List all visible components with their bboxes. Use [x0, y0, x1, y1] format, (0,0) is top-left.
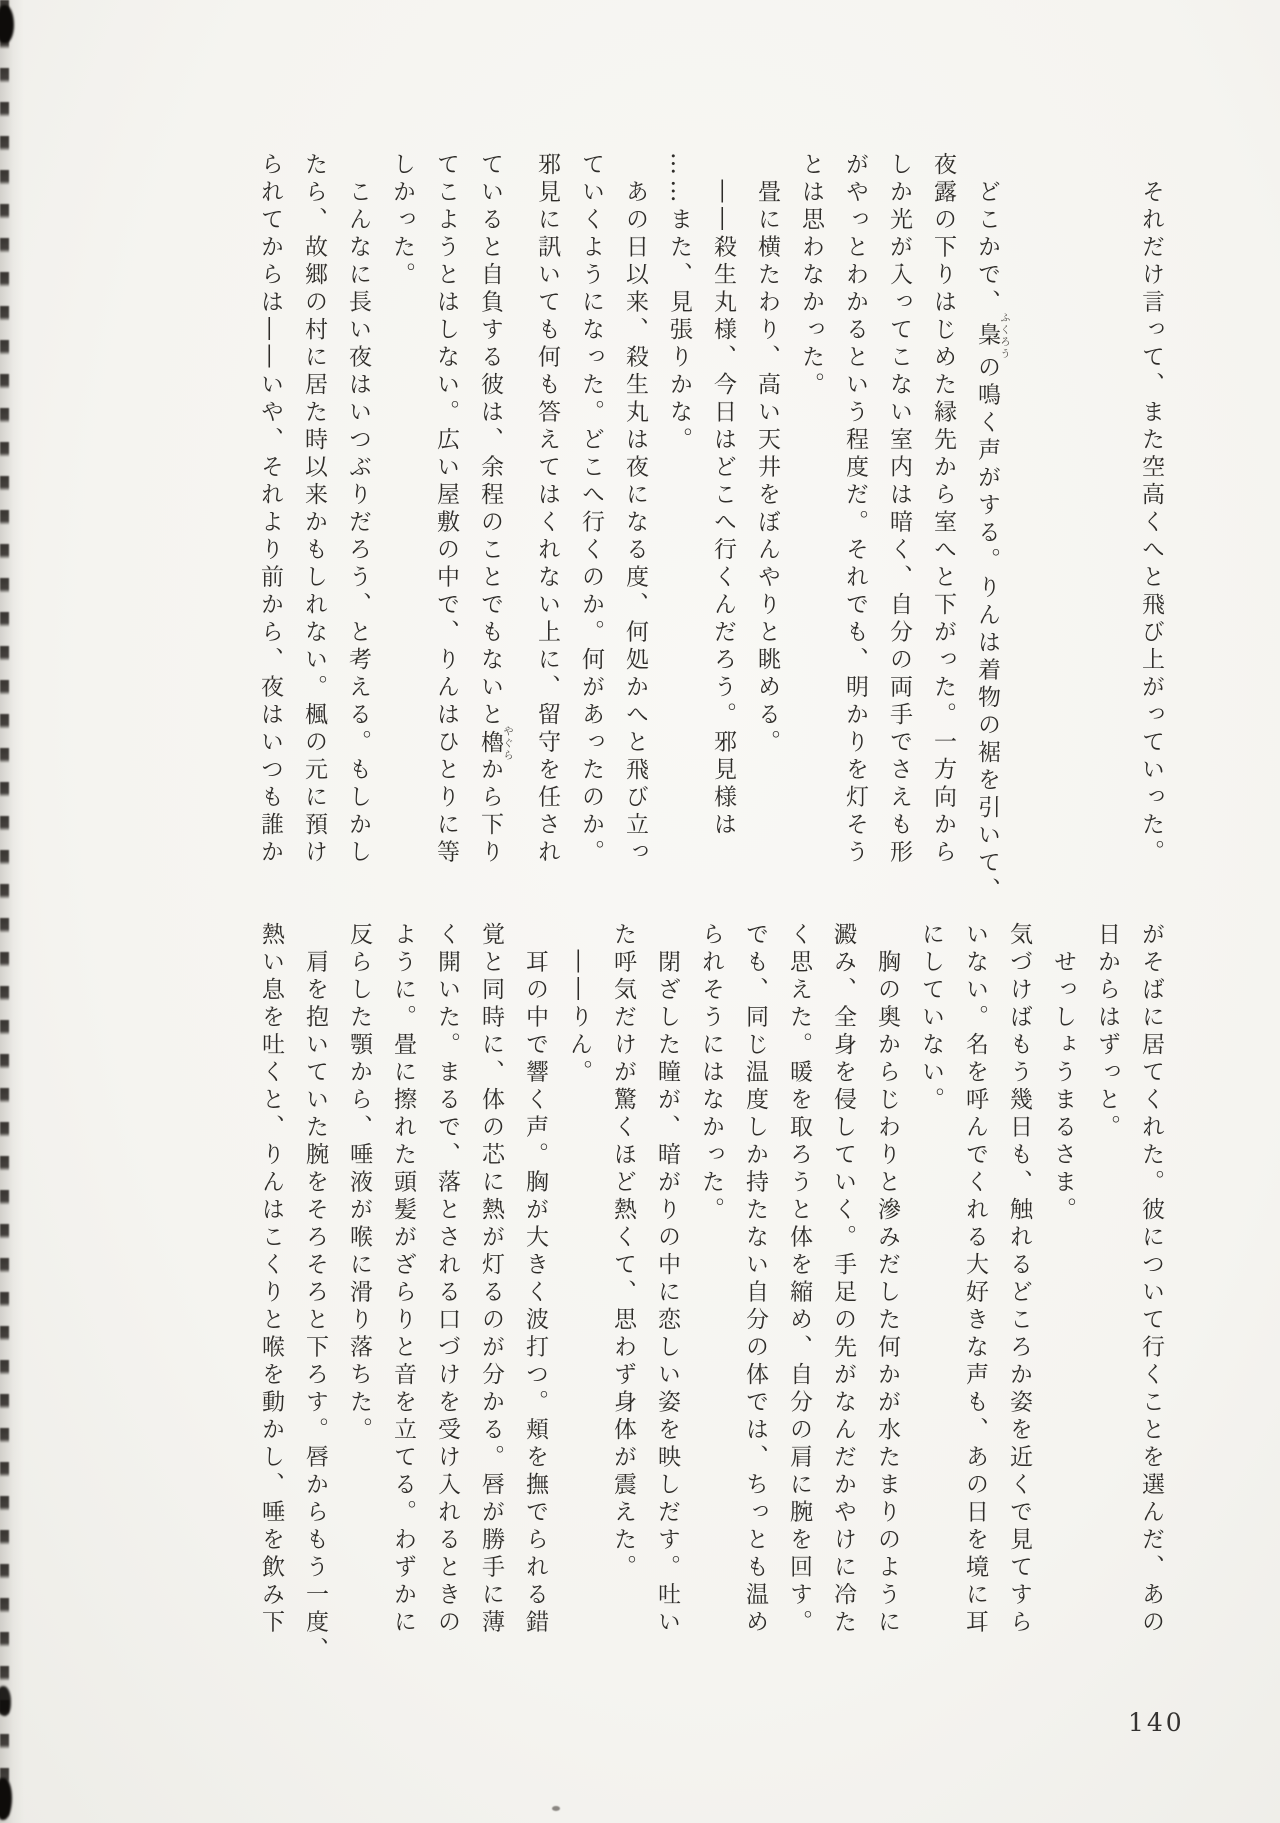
- text-column: 熱い息を吐くと、りんはこくりと喉を動かし、唾を飲み下: [258, 922, 284, 1637]
- text-column: たら、故郷の村に居た時以来かもしれない。楓の元に預け: [301, 152, 327, 867]
- text-column: られそうにはなかった。: [698, 922, 724, 1225]
- text-column: こんなに長い夜はいつぶりだろう、と考える。もしかし: [345, 152, 371, 867]
- text-block-top: [237, 152, 1164, 905]
- text-column: がやっとわかるという程度だ。それでも、明かりを灯そう: [842, 152, 868, 867]
- binding-edge-shadow: [0, 0, 24, 1823]
- binding-edge-artifact: [0, 0, 9, 1823]
- text-column: せっしょうまるさま。: [1050, 922, 1076, 1225]
- text-column: しか光が入ってこない室内は暗く、自分の両手でさえも形: [886, 152, 912, 867]
- text-column: 夜露の下りはじめた縁先から室へと下がった。一方向から: [930, 152, 956, 867]
- text-column: とは思わなかった。: [798, 152, 824, 400]
- text-column: がそばに居てくれた。彼について行くことを選んだ、あの: [1138, 922, 1164, 1637]
- text-column: しかった。: [389, 152, 415, 290]
- scan-smudge-bottom-left: [0, 1778, 12, 1820]
- text-column: た呼気だけが驚くほど熱くて、思わず身体が震えた。: [610, 922, 636, 1582]
- text-column: でも、同じ温度しか持たない自分の体では、ちっとも温め: [742, 922, 768, 1637]
- text-column: く思えた。暖を取ろうと体を縮め、自分の肩に腕を回す。: [786, 922, 812, 1637]
- text-column: 覚と同時に、体の芯に熱が灯るのが分かる。唇が勝手に薄: [478, 922, 504, 1637]
- text-column: 澱み、全身を侵していく。手足の先がなんだかやけに冷た: [830, 922, 856, 1637]
- ruby-annotated-word: 梟 ふくろう: [974, 312, 1011, 360]
- page-number: 140: [1128, 1708, 1185, 1737]
- text-column: 邪見に訊いても何も答えてはくれない上に、留守を任され: [534, 152, 560, 867]
- text-column: 耳の中で響く声。胸が大きく波打つ。頬を撫でられる錯: [522, 922, 548, 1637]
- text-column: 閉ざした瞳が、暗がりの中に恋しい姿を映しだす。吐い: [654, 922, 680, 1637]
- text-column: てこようとはしない。広い屋敷の中で、りんはひとりに等: [433, 152, 459, 867]
- ruby-annotated-word: 櫓 やぐら: [477, 725, 514, 762]
- text-column: く開いた。まるで、落とされる口づけを受け入れるときの: [434, 922, 460, 1637]
- text-column: ていると自負する彼は、余程のことでもないと櫓 やぐらから下り: [477, 152, 514, 867]
- text-column: 畳に横たわり、高い天井をぼんやりと眺める。: [754, 152, 780, 757]
- text-column: 胸の奥からじわりと滲みだした何かが水たまりのように: [874, 922, 900, 1637]
- text-column: ――りん。: [566, 922, 592, 1087]
- text-column: いない。名を呼んでくれる大好きな声も、あの日を境に耳: [962, 922, 988, 1637]
- text-column: それだけ言って、また空高くへと飛び上がっていった。: [1138, 152, 1164, 867]
- text-column: 気づけばもう幾日も、触れるどころか姿を近くで見てすら: [1006, 922, 1032, 1637]
- text-column: あの日以来、殺生丸は夜になる度、何処かへと飛び立っ: [622, 152, 648, 867]
- text-column: ――殺生丸様、今日はどこへ行くんだろう。邪見様は: [710, 152, 736, 840]
- scan-smudge-top-left: [0, 5, 14, 43]
- text-block-bottom: [238, 922, 1164, 1665]
- text-column: どこかで、梟 ふくろうの鳴く声がする。りんは着物の裾を引いて、: [974, 152, 1011, 905]
- text-column: られてからは――いや、それより前から、夜はいつも誰か: [257, 152, 283, 867]
- text-column: 反らした顎から、唾液が喉に滑り落ちた。: [346, 922, 372, 1445]
- text-column: ていくようになった。どこへ行くのか。何があったのか。: [578, 152, 604, 867]
- text-column: にしていない。: [918, 922, 944, 1115]
- scan-speck: [552, 1806, 560, 1811]
- text-column: 日からはずっと。: [1094, 922, 1120, 1142]
- text-column: ように。畳に擦れた頭髪がざらりと音を立てる。わずかに: [390, 922, 416, 1637]
- text-column: 肩を抱いていた腕をそろそろと下ろす。唇からもう一度、: [302, 922, 328, 1665]
- scan-smudge-left-lower: [0, 1686, 11, 1716]
- text-column: ……また、見張りかな。: [666, 152, 692, 455]
